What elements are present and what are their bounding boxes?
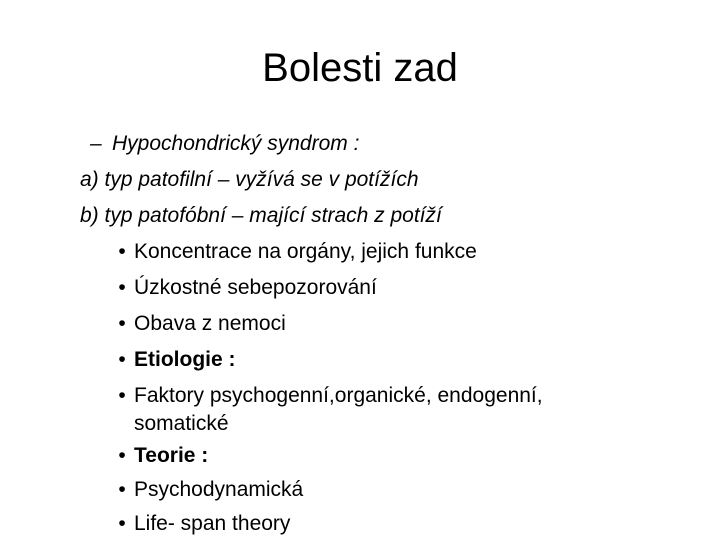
bullet-marker: • xyxy=(118,312,126,335)
etiology-heading: Etiologie : xyxy=(134,348,236,371)
bullet-text: Úzkostné sebepozorování xyxy=(134,276,377,299)
type-a-line: a) typ patofilní – vyžívá se v potížích xyxy=(80,168,419,191)
type-b-line: b) typ patofóbní – mající strach z potíží xyxy=(80,204,442,227)
bullet-marker: • xyxy=(118,384,126,407)
bullet-marker: • xyxy=(118,240,126,263)
bullet-text: Koncentrace na orgány, jejich funkce xyxy=(134,240,477,263)
bullet-text: Psychodynamická xyxy=(134,478,304,501)
bullet-text: Faktory psychogenní,organické, endogenní, xyxy=(134,384,543,407)
dash-marker: – xyxy=(90,132,102,155)
bullet-marker: • xyxy=(118,276,126,299)
bullet-continuation: somatické xyxy=(134,412,229,435)
theory-heading: Teorie : xyxy=(134,444,209,467)
bullet-marker: • xyxy=(118,348,126,371)
slide-title: Bolesti zad xyxy=(262,46,458,90)
bullet-marker: • xyxy=(118,444,126,467)
bullet-text: Life- span theory xyxy=(134,512,291,535)
bullet-marker: • xyxy=(118,478,126,501)
syndrome-label: Hypochondrický syndrom : xyxy=(112,132,360,155)
bullet-marker: • xyxy=(118,512,126,535)
bullet-text: Obava z nemoci xyxy=(134,312,286,335)
